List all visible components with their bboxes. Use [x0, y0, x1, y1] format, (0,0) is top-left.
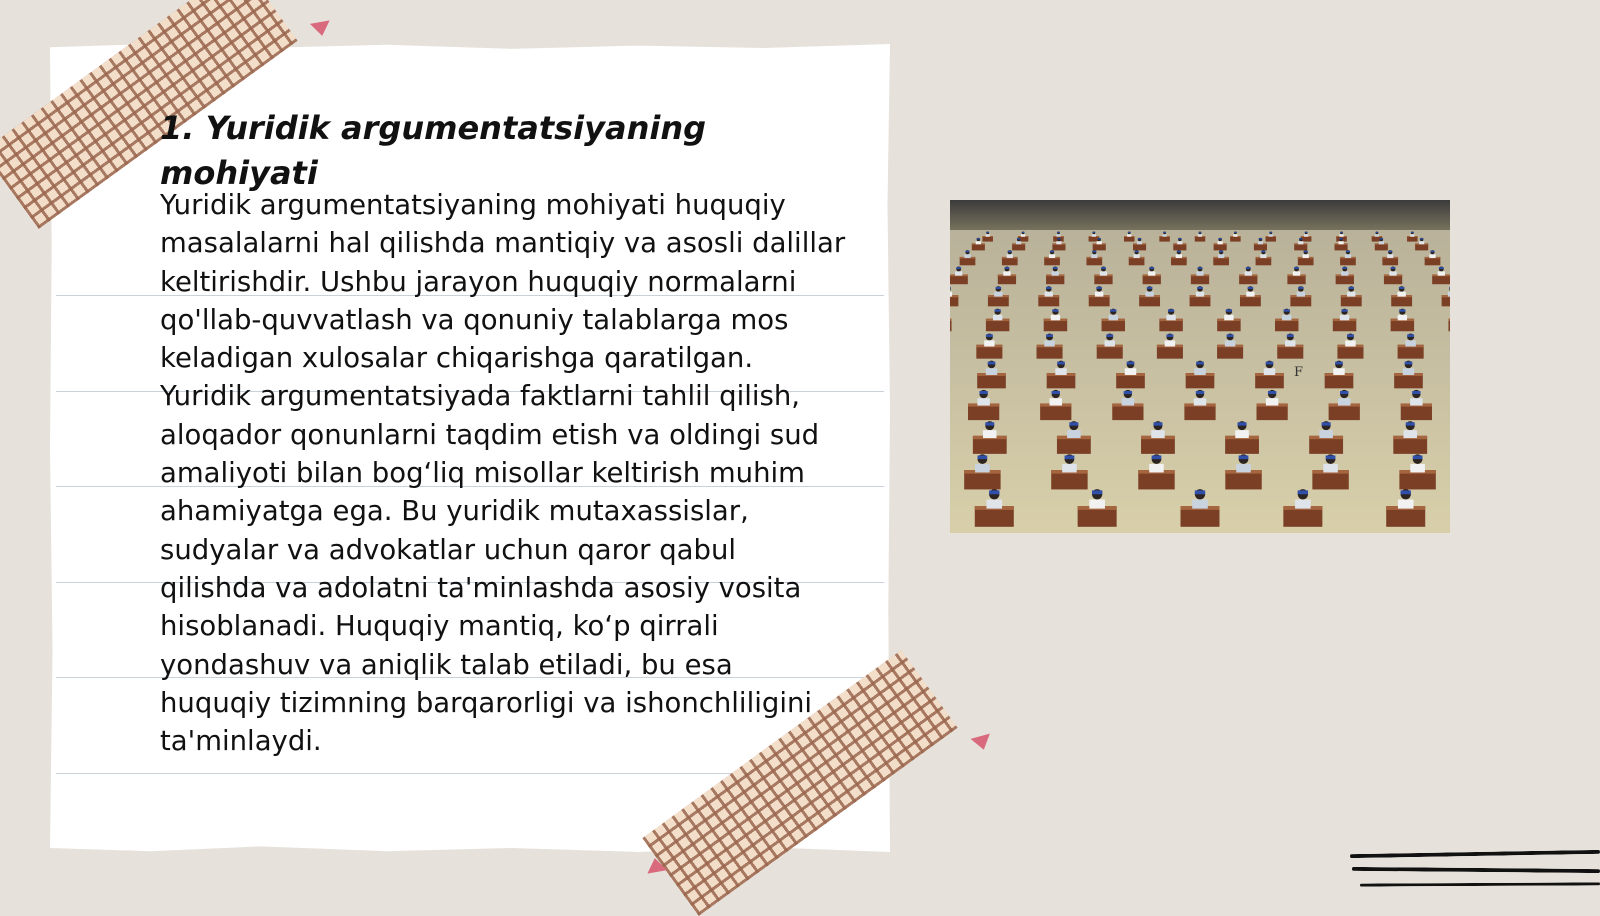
student-shirt — [1089, 500, 1105, 509]
chair — [1008, 251, 1012, 253]
student-shirt — [1137, 241, 1142, 244]
chair — [1439, 267, 1444, 269]
student-shirt — [1429, 254, 1435, 258]
student-shirt — [1438, 271, 1445, 275]
chair — [1388, 251, 1392, 253]
chair — [1341, 309, 1347, 311]
student-shirt — [1165, 340, 1175, 346]
chair — [1069, 422, 1078, 425]
chair — [1298, 490, 1308, 494]
student-shirt — [964, 254, 970, 258]
chair — [1298, 287, 1304, 289]
student-shirt — [1389, 271, 1396, 275]
chair — [1199, 232, 1202, 233]
chair — [1196, 391, 1204, 394]
student-shirt — [1067, 430, 1081, 438]
student-shirt — [975, 464, 990, 472]
student-shirt — [1398, 315, 1407, 320]
chair — [956, 267, 961, 269]
student-shirt — [986, 234, 990, 236]
brush-stroke — [1350, 850, 1600, 858]
chair — [1411, 232, 1414, 233]
chair — [1057, 232, 1060, 233]
chair — [1163, 232, 1166, 233]
student-shirt — [977, 398, 989, 405]
student-shirt — [1410, 398, 1422, 405]
chair — [1449, 287, 1450, 289]
student-shirt — [1194, 398, 1206, 405]
student-shirt — [1246, 292, 1254, 297]
chair — [1346, 251, 1350, 253]
student-shirt — [1166, 315, 1175, 320]
student-shirt — [1410, 234, 1414, 236]
chair — [1052, 391, 1060, 394]
tape-tip — [645, 856, 667, 873]
student-shirt — [1341, 271, 1348, 275]
chair — [1057, 362, 1065, 365]
student-shirt — [1387, 254, 1393, 258]
student-shirt — [1198, 234, 1202, 236]
chair — [1299, 238, 1302, 239]
chair — [1248, 287, 1254, 289]
student-shirt — [1319, 430, 1333, 438]
student-shirt — [1218, 254, 1224, 258]
student-shirt — [1177, 241, 1182, 244]
chair — [1259, 238, 1262, 239]
chair — [1268, 391, 1276, 394]
student-shirt — [1403, 368, 1414, 375]
student-shirt — [1419, 241, 1424, 244]
student-shirt — [1297, 292, 1305, 297]
chair — [1005, 267, 1010, 269]
student-shirt — [1056, 241, 1061, 244]
student-shirt — [1282, 315, 1291, 320]
student-shirt — [986, 368, 997, 375]
student-shirt — [1045, 292, 1053, 297]
student-shirt — [1003, 271, 1010, 275]
chair — [1405, 362, 1413, 365]
tape-tip — [971, 734, 994, 753]
student-shirt — [1145, 292, 1153, 297]
student-shirt — [1235, 430, 1249, 438]
student-shirt — [1092, 234, 1096, 236]
chair — [1177, 251, 1181, 253]
student-shirt — [994, 292, 1002, 297]
chair — [1196, 362, 1204, 365]
chair — [1269, 232, 1272, 233]
student-shirt — [1379, 241, 1384, 244]
chair — [1168, 309, 1174, 311]
student-shirt — [1340, 315, 1349, 320]
student-shirt — [1264, 368, 1275, 375]
student-shirt — [1285, 340, 1295, 346]
chair — [1138, 238, 1141, 239]
brush-stroke — [1360, 882, 1600, 886]
student-shirt — [1338, 241, 1343, 244]
chair — [1128, 232, 1131, 233]
chair — [1153, 422, 1162, 425]
chair — [1053, 267, 1058, 269]
student-shirt — [1122, 398, 1134, 405]
chair — [1101, 267, 1106, 269]
student-shirt — [1148, 271, 1155, 275]
chair — [1092, 490, 1102, 494]
chair — [1342, 267, 1347, 269]
chair — [1238, 422, 1247, 425]
chair — [1406, 422, 1415, 425]
chair — [1052, 309, 1058, 311]
student-shirt — [1339, 234, 1343, 236]
student-shirt — [983, 430, 997, 438]
student-shirt — [1196, 271, 1203, 275]
chair — [977, 238, 980, 239]
chair — [1246, 267, 1251, 269]
student-shirt — [1410, 464, 1425, 472]
student-shirt — [984, 340, 994, 346]
student-shirt — [1016, 241, 1021, 244]
chair — [1413, 455, 1423, 459]
chair — [1092, 232, 1095, 233]
chair — [1218, 238, 1221, 239]
chair — [1124, 391, 1132, 394]
student-shirt — [1236, 464, 1251, 472]
chair — [1096, 287, 1102, 289]
student-shirt — [1347, 292, 1355, 297]
student-shirt — [1127, 234, 1131, 236]
chair — [1106, 334, 1113, 337]
chair — [1127, 362, 1135, 365]
chair — [979, 391, 987, 394]
chair — [1287, 334, 1294, 337]
chair — [1326, 455, 1336, 459]
chair — [1065, 455, 1075, 459]
chair — [1304, 251, 1308, 253]
chair — [1147, 287, 1153, 289]
exam-hall-drawing — [950, 200, 1450, 533]
student-shirt — [1149, 464, 1164, 472]
chair — [1294, 267, 1299, 269]
chair — [1197, 287, 1203, 289]
chair — [1391, 267, 1396, 269]
student-shirt — [1105, 340, 1115, 346]
chair — [1266, 362, 1274, 365]
chair — [1057, 238, 1060, 239]
chair — [1110, 309, 1116, 311]
chair — [986, 334, 993, 337]
chair — [978, 455, 988, 459]
slide-body-text: Yuridik argumentatsiyaning mohiyati huquqiy masalalarni hal qilishda mantiqiy va asosli dalillar keltirishdir. Ushbu jarayon huquqiy normalarni qo'llab-quvvatlash va qonuniy talablarga mos keladigan xulosalar chiqarishga qaratilgan. Yuridik argumentatsiyada faktlarni tahlil qilish, aloqador qonunlarni taqdim etish va oldingi sud amaliyoti bilan bog‘liq misollar keltirish muhim ahamiyatga ega. Bu yuridik mutaxassislar, sudyalar va advokatlar uchun qaror qabul qilishda va adolatni ta'minlashda asosiy vosita hisoblanadi. Huquqiy mantiq, ko‘p qirrali yondashuv va aniqlik talab etiladi, bu esa huquqiy tizimning barqarorligi va ishonchliligini ta'minlaydi. — [160, 189, 846, 758]
student-shirt — [1095, 292, 1103, 297]
chair — [965, 251, 969, 253]
chair — [996, 287, 1002, 289]
student-shirt — [1266, 398, 1278, 405]
student-shirt — [1448, 292, 1450, 297]
student-shirt — [1225, 340, 1235, 346]
chair — [1347, 334, 1354, 337]
student-shirt — [1224, 315, 1233, 320]
exam-hall-photo — [950, 200, 1450, 533]
chair — [1234, 232, 1237, 233]
student-shirt — [1062, 464, 1077, 472]
student-shirt — [1050, 398, 1062, 405]
chair — [1380, 238, 1383, 239]
tape-tip — [310, 20, 332, 37]
student-shirt — [1192, 500, 1208, 509]
student-shirt — [1258, 241, 1263, 244]
student-shirt — [1163, 234, 1167, 236]
chair — [1178, 238, 1181, 239]
hall-sign: F — [1294, 365, 1304, 380]
student-shirt — [1375, 234, 1379, 236]
student-shirt — [1176, 254, 1182, 258]
student-shirt — [1304, 234, 1308, 236]
slide-title: 1. Yuridik argumentatsiyaning mohiyati — [160, 109, 707, 192]
chair — [1195, 490, 1205, 494]
chair — [1149, 267, 1154, 269]
chair — [950, 287, 951, 289]
chair — [1046, 287, 1052, 289]
chair — [1376, 232, 1379, 233]
student-shirt — [1303, 254, 1309, 258]
student-shirt — [1055, 368, 1066, 375]
student-shirt — [1196, 292, 1204, 297]
chair — [1284, 309, 1290, 311]
student-shirt — [1091, 254, 1097, 258]
chair — [989, 490, 999, 494]
student-shirt — [1323, 464, 1338, 472]
brush-stroke — [1352, 867, 1600, 873]
chair — [1017, 238, 1020, 239]
student-shirt — [1218, 241, 1223, 244]
student-shirt — [1233, 234, 1237, 236]
chair — [1261, 251, 1265, 253]
student-shirt — [1397, 292, 1405, 297]
chair — [1399, 287, 1405, 289]
chair — [1166, 334, 1173, 337]
chair — [1339, 238, 1342, 239]
chair — [1050, 251, 1054, 253]
student-shirt — [1051, 315, 1060, 320]
student-shirt — [1345, 340, 1355, 346]
student-shirt — [1298, 241, 1303, 244]
chair — [1340, 232, 1343, 233]
student-shirt — [1345, 254, 1351, 258]
chair — [1348, 287, 1354, 289]
student-shirt — [1260, 254, 1266, 258]
chair — [1407, 334, 1414, 337]
chair — [1322, 422, 1331, 425]
student-shirt — [1109, 315, 1118, 320]
chair — [1097, 238, 1100, 239]
chair — [1399, 309, 1405, 311]
student-shirt — [1052, 271, 1059, 275]
chair — [1219, 251, 1223, 253]
chair — [1046, 334, 1053, 337]
student-shirt — [1405, 340, 1415, 346]
chair — [1401, 490, 1411, 494]
student-shirt — [1044, 340, 1054, 346]
student-shirt — [976, 241, 981, 244]
student-shirt — [1049, 254, 1055, 258]
chair — [1226, 309, 1232, 311]
student-shirt — [1125, 368, 1136, 375]
chair — [1430, 251, 1434, 253]
student-shirt — [1245, 271, 1252, 275]
student-shirt — [1333, 368, 1344, 375]
chair — [1227, 334, 1234, 337]
student-shirt — [1403, 430, 1417, 438]
chair — [1022, 232, 1025, 233]
student-shirt — [1398, 500, 1414, 509]
chair — [1340, 391, 1348, 394]
chair — [1135, 251, 1139, 253]
chair — [988, 362, 996, 365]
student-shirt — [955, 271, 962, 275]
student-shirt — [1194, 368, 1205, 375]
chair — [1305, 232, 1308, 233]
student-shirt — [1056, 234, 1060, 236]
chair — [1239, 455, 1249, 459]
student-shirt — [1100, 271, 1107, 275]
desk-top — [950, 319, 952, 321]
student-shirt — [1007, 254, 1013, 258]
student-shirt — [1021, 234, 1025, 236]
chair — [1152, 455, 1162, 459]
student-shirt — [1133, 254, 1139, 258]
student-shirt — [986, 500, 1002, 509]
chair — [1335, 362, 1343, 365]
student-shirt — [1293, 271, 1300, 275]
student-shirt — [1151, 430, 1165, 438]
chair — [1198, 267, 1203, 269]
chair — [986, 232, 989, 233]
student-shirt — [1269, 234, 1273, 236]
chair — [1420, 238, 1423, 239]
student-shirt — [950, 292, 952, 297]
desk-top — [1448, 319, 1450, 321]
chair — [1092, 251, 1096, 253]
student-shirt — [1097, 241, 1102, 244]
student-shirt — [1295, 500, 1311, 509]
chair — [985, 422, 994, 425]
student-shirt — [1338, 398, 1350, 405]
student-shirt — [993, 315, 1002, 320]
chair — [1412, 391, 1420, 394]
chair — [995, 309, 1001, 311]
